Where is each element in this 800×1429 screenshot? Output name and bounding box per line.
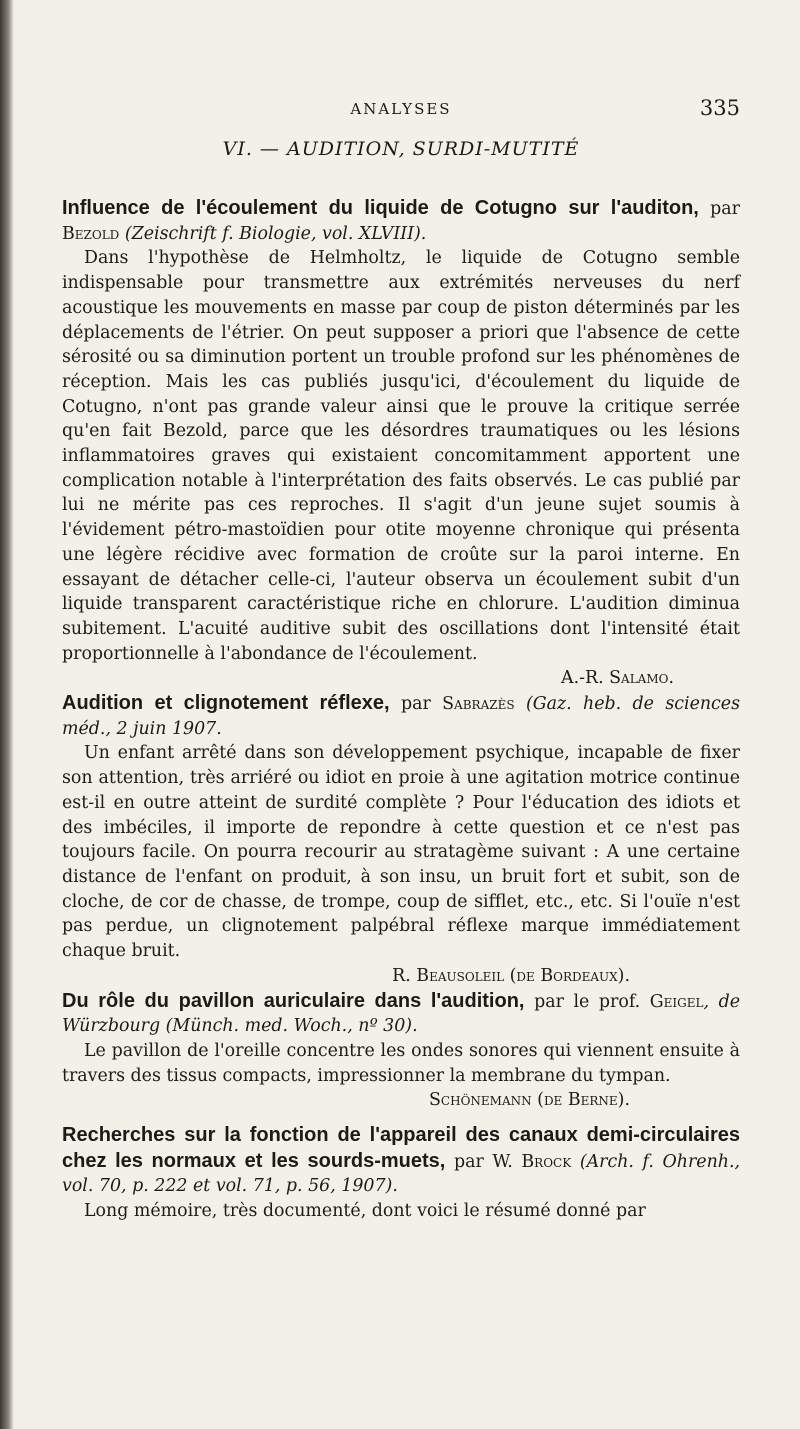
spacer (62, 1113, 740, 1123)
article-signature (62, 666, 740, 691)
article-title: Influence de l'écoulement du liquide de Cotugno sur l'auditon, (62, 197, 699, 219)
page-header (62, 96, 740, 124)
article-body: Long mémoire, très documenté, dont voici le résumé donné par (84, 1201, 646, 1222)
article-heading (62, 989, 740, 1039)
article-body: Dans l'hypothèse de Helmholtz, le liquide de Cotugno semble indispensable pour transmettre aux extrémités nerveuses du nerf acoustique les mouvements en masse par coup de piston déterminés par les déplacements de l'étrier. On peut supposer a priori que l'absence de cette sérosité ou sa diminution portent un trouble profond sur les phénomènes de réception. Mais les cas publiés jusqu'ici, d'écoulement du liquide de Cotugno, n'ont pas grande valeur ainsi que le prouve la critique serrée qu'en fait Bezold, parce que les désordres traumatiques ou les lésions inflammatoires graves qui existaient concomitamment apportent une complication notable à l'interprétation des faits observés. Le cas publié par lui ne mérite pas ces reproches. Il s'agit d'un jeune sujet soumis à l'évidement pétro-mastoïdien pour otite moyenne chronique qui présenta une légère récidive avec formation de croûte sur la paroi interne. En essayant de détacher celle-ci, l'auteur observa un écoulement subit d'un liquide transparent caractéristique riche en chlorure. L'audition diminua subitement. L'acuité auditive subit des oscillations dont l'intensité était proportionnelle à l'abondance de l'écoulement. (62, 248, 740, 664)
article-body: Un enfant arrêté dans son développement psychique, incapable de fixer son attention, très arriéré ou idiot en proie à une agitation motrice continue est-il en outre atteint de surdité complète ? Pour l'éducation des idiots et des imbéciles, il importe de repondre à cette question et ce n'est pas toujours facile. On pourra recourir au stratagème suivant : A une certaine distance de l'enfant on produit, à son insu, un bruit fort et subit, son de cloche, de cor de chasse, de trompe, coup de sifflet, etc., etc. Si l'ouïe n'est pas perdue, un clignotement palpébral réflexe marque immédiatement chaque bruit. (62, 743, 740, 962)
page-content (62, 196, 740, 1224)
article-author: W. Brock (492, 1151, 572, 1172)
article-author: Sabrazès (442, 694, 515, 715)
article-heading (62, 196, 740, 246)
article-body: Le pavillon de l'oreille concentre les ondes sonores qui viennent ensuite à travers des tissus compacts, impressionner la membrane du tympan. (62, 1040, 740, 1086)
article-1 (62, 196, 740, 691)
article-heading (62, 1123, 740, 1199)
article-signature (62, 1088, 740, 1113)
article-author: Bezold (62, 223, 120, 244)
signature-text: Schönemann (de Berne). (429, 1090, 630, 1111)
article-source: (Arch. f. Ohrenh., vol. 70, p. 222 et vol. 71, p. 56, 1907). (62, 1151, 741, 1197)
article-heading (62, 691, 740, 741)
article-2 (62, 691, 740, 988)
article-title: Du rôle du pavillon auriculaire dans l'audition, (62, 989, 525, 1012)
page-number: 335 (699, 96, 740, 120)
article-by: par (400, 694, 431, 715)
section-title: VI. — AUDITION, SURDI-MUTITÉ (222, 138, 580, 160)
article-4 (62, 1123, 740, 1224)
article-source: (Zeischrift f. Biologie, vol. XLVIII). (124, 223, 427, 244)
article-source: , de Würzbourg (Münch. med. Woch., nº 30). (62, 991, 741, 1037)
running-head: ANALYSES (350, 100, 452, 118)
article-signature (62, 964, 740, 989)
article-author: Geigel (649, 991, 704, 1012)
article-title: Recherches sur la fonction de l'appareil des canaux demi-circulaires chez les normaux et les sourds-muets, (62, 1124, 740, 1172)
article-by: par (710, 199, 740, 219)
article-title: Audition et clignotement réflexe, (62, 692, 390, 715)
signature-text: A.-R. Salamo. (561, 668, 674, 689)
signature-text: R. Beausoleil (de Bordeaux). (392, 965, 630, 986)
article-source: (Gaz. heb. de sciences méd., 2 juin 1907. (62, 694, 741, 739)
page-edge-shadow (0, 0, 14, 1429)
article-by: par (453, 1151, 484, 1172)
article-by: par le prof. (534, 991, 641, 1012)
article-3 (62, 989, 740, 1114)
